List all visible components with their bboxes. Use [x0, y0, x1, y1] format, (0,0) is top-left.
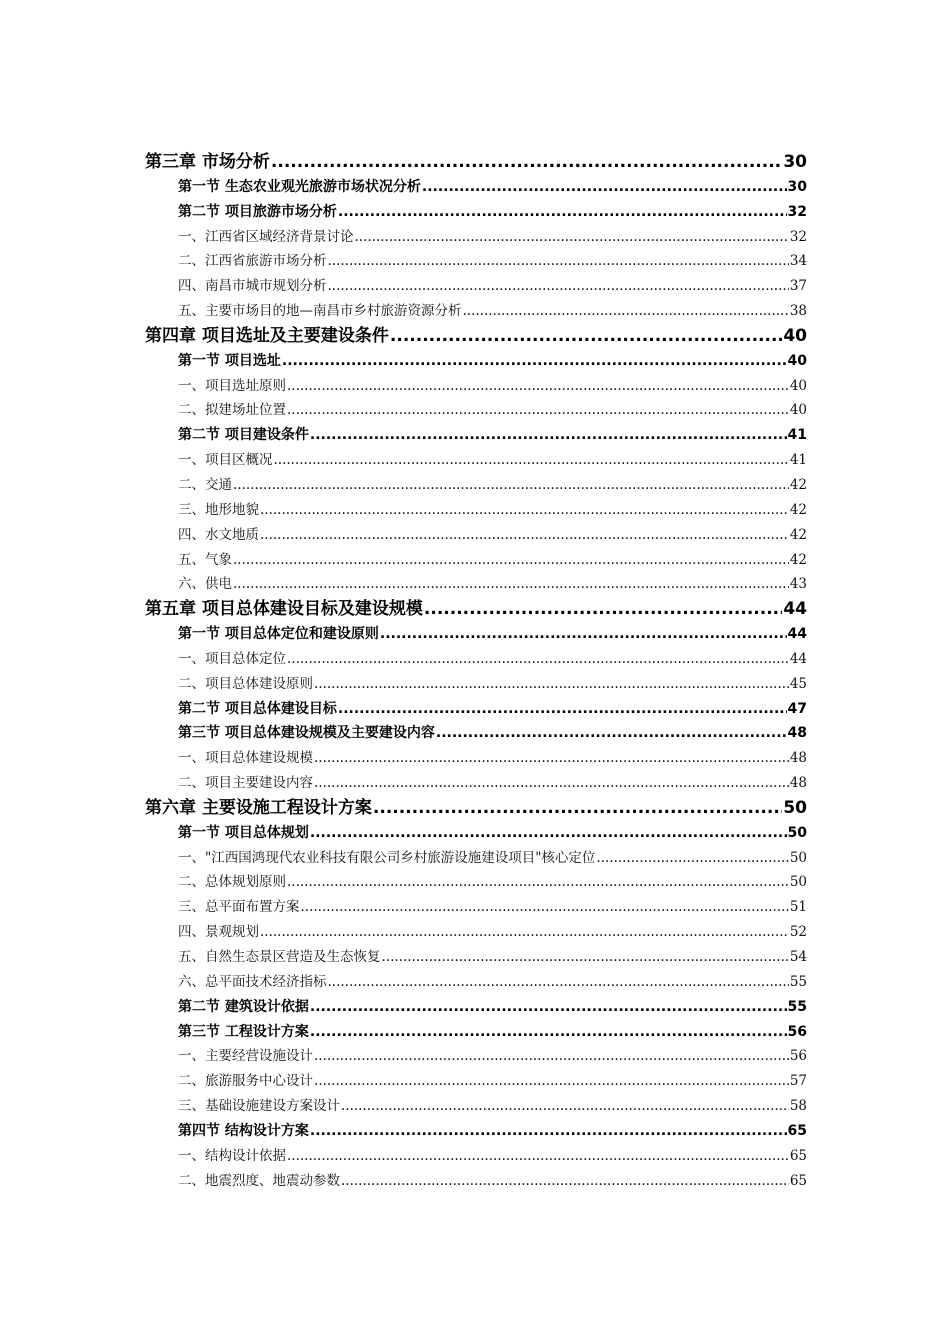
toc-entry-page-number: 55 [789, 973, 807, 990]
dot-leader [233, 572, 789, 597]
dot-leader [436, 721, 787, 746]
dot-leader [310, 995, 787, 1020]
toc-entry-title: 一、项目总体定位 [178, 650, 286, 667]
toc-entry-page-number: 51 [789, 899, 807, 916]
dot-leader [260, 498, 789, 523]
toc-entry-title: 二、交通 [178, 476, 232, 493]
dot-leader [341, 1094, 789, 1119]
dot-leader [355, 225, 789, 250]
toc-item-entry[interactable] [145, 672, 807, 697]
toc-entry-title: 一、江西省区域经济背景讨论 [178, 228, 354, 245]
dot-leader [310, 423, 787, 448]
toc-section-entry[interactable] [145, 175, 807, 200]
toc-entry-title: 第五章 项目总体建设目标及建设规模 [145, 599, 423, 620]
toc-item-entry[interactable] [145, 523, 807, 548]
toc-entry-title: 一、"江西国鸿现代农业科技有限公司乡村旅游设施建设项目"核心定位 [178, 849, 596, 866]
toc-entry-page-number: 65 [789, 1147, 807, 1164]
toc-item-entry[interactable] [145, 548, 807, 573]
toc-item-entry[interactable] [145, 299, 807, 324]
toc-entry-title: 第六章 主要设施工程设计方案 [145, 797, 372, 818]
dot-leader [260, 920, 789, 945]
dot-leader [314, 1069, 789, 1094]
toc-entry-title: 五、主要市场目的地—南昌市乡村旅游资源分析 [178, 303, 462, 320]
toc-section-entry[interactable] [145, 622, 807, 647]
toc-entry-title: 二、总体规划原则 [178, 874, 286, 891]
dot-leader [338, 697, 787, 722]
dot-leader [287, 1144, 789, 1169]
dot-leader [310, 1119, 787, 1144]
toc-section-entry[interactable] [145, 697, 807, 722]
dot-leader [287, 870, 789, 895]
dot-leader [341, 1169, 789, 1194]
toc-section-entry[interactable] [145, 995, 807, 1020]
toc-entry-page-number: 56 [789, 1048, 807, 1065]
toc-entry-page-number: 42 [789, 526, 807, 543]
toc-item-entry[interactable] [145, 647, 807, 672]
toc-entry-title: 第二节 项目总体建设目标 [178, 700, 337, 717]
toc-entry-page-number: 58 [789, 1098, 807, 1115]
toc-item-entry[interactable] [145, 274, 807, 299]
dot-leader [314, 746, 789, 771]
toc-entry-title: 第一节 生态农业观光旅游市场状况分析 [178, 178, 421, 195]
toc-item-entry[interactable] [145, 771, 807, 796]
toc-item-entry[interactable] [145, 249, 807, 274]
toc-item-entry[interactable] [145, 1169, 807, 1194]
toc-entry-title: 第一节 项目总体规划 [178, 824, 309, 841]
toc-entry-page-number: 65 [789, 1172, 807, 1189]
toc-entry-title: 三、地形地貌 [178, 501, 259, 518]
toc-entry-page-number: 54 [789, 949, 807, 965]
toc-entry-title: 一、结构设计依据 [178, 1147, 286, 1164]
dot-leader [314, 771, 789, 796]
toc-item-entry[interactable] [145, 1144, 807, 1169]
dot-leader [301, 895, 789, 920]
toc-entry-page-number: 48 [789, 775, 807, 792]
toc-entry-title: 第二节 项目旅游市场分析 [178, 203, 337, 220]
toc-entry-title: 第三节 工程设计方案 [178, 1023, 309, 1040]
toc-item-entry[interactable] [145, 572, 807, 597]
toc-entry-title: 第四章 项目选址及主要建设条件 [145, 325, 389, 346]
toc-entry-page-number: 30 [783, 152, 807, 172]
toc-item-entry[interactable] [145, 225, 807, 250]
toc-chapter-entry[interactable] [145, 150, 807, 175]
toc-entry-title: 四、景观规划 [178, 924, 259, 941]
toc-entry-title: 六、总平面技术经济指标 [178, 973, 327, 990]
dot-leader [282, 349, 787, 374]
dot-leader [328, 970, 789, 995]
toc-section-entry[interactable] [145, 349, 807, 374]
toc-chapter-entry[interactable] [145, 597, 807, 622]
toc-chapter-entry[interactable] [145, 796, 807, 821]
toc-entry-title: 二、江西省旅游市场分析 [178, 253, 327, 270]
dot-leader [338, 200, 787, 225]
toc-entry-title: 三、基础设施建设方案设计 [178, 1098, 340, 1115]
toc-entry-page-number: 40 [789, 402, 807, 419]
toc-entry-page-number: 55 [787, 998, 807, 1015]
toc-entry-page-number: 43 [789, 576, 807, 593]
dot-leader [380, 622, 787, 647]
toc-entry-title: 二、项目总体建设原则 [178, 675, 313, 692]
toc-item-entry[interactable] [145, 970, 807, 995]
toc-entry-title: 第四节 结构设计方案 [178, 1122, 309, 1139]
toc-section-entry[interactable] [145, 1020, 807, 1045]
dot-leader [287, 374, 789, 399]
toc-entry-page-number: 44 [783, 599, 807, 620]
toc-item-entry[interactable] [145, 448, 807, 473]
toc-entry-page-number: 48 [789, 750, 807, 767]
toc-entry-page-number: 48 [787, 725, 807, 742]
toc-entry-title: 一、项目区概况 [178, 452, 273, 469]
toc-entry-page-number: 32 [787, 203, 807, 220]
toc-item-entry[interactable] [145, 398, 807, 423]
toc-chapter-entry[interactable] [145, 324, 807, 349]
dot-leader [314, 1044, 789, 1069]
toc-entry-page-number: 38 [789, 303, 807, 320]
toc-entry-title: 第一节 项目选址 [178, 352, 281, 369]
toc-entry-title: 六、供电 [178, 576, 232, 593]
toc-item-entry[interactable] [145, 920, 807, 945]
toc-entry-page-number: 44 [789, 650, 807, 667]
toc-entry-page-number: 40 [787, 352, 807, 369]
toc-entry-title: 五、自然生态景区营造及生态恢复 [178, 949, 381, 965]
toc-entry-page-number: 56 [787, 1023, 807, 1040]
toc-entry-page-number: 30 [787, 178, 807, 195]
toc-entry-title: 一、项目选址原则 [178, 377, 286, 394]
toc-item-entry[interactable] [145, 1094, 807, 1119]
dot-leader [422, 175, 787, 200]
toc-entry-title: 第二节 项目建设条件 [178, 427, 309, 444]
dot-leader [271, 150, 782, 175]
dot-leader [596, 846, 788, 871]
toc-entry-page-number: 50 [789, 874, 807, 891]
toc-section-entry[interactable] [145, 721, 807, 746]
toc-entry-page-number: 40 [783, 325, 807, 346]
dot-leader [233, 473, 789, 498]
table-of-contents [145, 150, 807, 1193]
toc-entry-title: 第二节 建筑设计依据 [178, 998, 309, 1015]
dot-leader [382, 945, 789, 970]
toc-entry-page-number: 50 [789, 849, 807, 866]
toc-entry-page-number: 41 [789, 452, 807, 469]
toc-entry-title: 第三节 项目总体建设规模及主要建设内容 [178, 725, 435, 742]
toc-entry-title: 一、主要经营设施设计 [178, 1048, 313, 1065]
toc-entry-page-number: 41 [787, 427, 807, 444]
dot-leader [287, 647, 789, 672]
toc-item-entry[interactable] [145, 945, 807, 970]
toc-entry-page-number: 42 [789, 476, 807, 493]
toc-entry-page-number: 57 [789, 1073, 807, 1090]
dot-leader [274, 448, 789, 473]
toc-entry-page-number: 34 [789, 253, 807, 270]
toc-entry-title: 二、地震烈度、地震动参数 [178, 1172, 340, 1189]
toc-item-entry[interactable] [145, 1069, 807, 1094]
dot-leader [390, 324, 782, 349]
toc-item-entry[interactable] [145, 870, 807, 895]
toc-entry-page-number: 47 [787, 700, 807, 717]
toc-entry-page-number: 44 [787, 626, 807, 643]
toc-entry-page-number: 42 [789, 551, 807, 568]
toc-entry-page-number: 50 [783, 797, 807, 818]
toc-entry-page-number: 50 [787, 824, 807, 841]
dot-leader [310, 821, 787, 846]
dot-leader [260, 523, 789, 548]
dot-leader [233, 548, 789, 573]
toc-item-entry[interactable] [145, 746, 807, 771]
toc-section-entry[interactable] [145, 821, 807, 846]
toc-entry-title: 二、旅游服务中心设计 [178, 1073, 313, 1090]
toc-entry-page-number: 32 [789, 228, 807, 245]
toc-entry-title: 一、项目总体建设规模 [178, 750, 313, 767]
toc-section-entry[interactable] [145, 200, 807, 225]
dot-leader [373, 796, 782, 821]
toc-entry-page-number: 37 [789, 278, 807, 295]
toc-entry-title: 第三章 市场分析 [145, 152, 270, 172]
toc-entry-page-number: 65 [787, 1122, 807, 1139]
dot-leader [328, 249, 789, 274]
toc-item-entry[interactable] [145, 846, 807, 871]
toc-entry-page-number: 40 [789, 377, 807, 394]
toc-entry-page-number: 42 [789, 501, 807, 518]
toc-entry-title: 二、项目主要建设内容 [178, 775, 313, 792]
dot-leader [424, 597, 782, 622]
toc-section-entry[interactable] [145, 423, 807, 448]
toc-entry-title: 四、水文地质 [178, 526, 259, 543]
dot-leader [287, 398, 789, 423]
toc-entry-title: 三、总平面布置方案 [178, 899, 300, 916]
toc-entry-title: 二、拟建场址位置 [178, 402, 286, 419]
dot-leader [310, 1020, 787, 1045]
dot-leader [463, 299, 789, 324]
toc-item-entry[interactable] [145, 374, 807, 399]
toc-item-entry[interactable] [145, 895, 807, 920]
toc-entry-title: 第一节 项目总体定位和建设原则 [178, 626, 379, 643]
toc-section-entry[interactable] [145, 1119, 807, 1144]
toc-entry-page-number: 52 [789, 924, 807, 941]
toc-item-entry[interactable] [145, 498, 807, 523]
dot-leader [328, 274, 789, 299]
toc-item-entry[interactable] [145, 473, 807, 498]
dot-leader [314, 672, 789, 697]
toc-item-entry[interactable] [145, 1044, 807, 1069]
toc-entry-title: 四、南昌市城市规划分析 [178, 278, 327, 295]
toc-entry-title: 五、气象 [178, 551, 232, 568]
toc-entry-page-number: 45 [789, 675, 807, 692]
